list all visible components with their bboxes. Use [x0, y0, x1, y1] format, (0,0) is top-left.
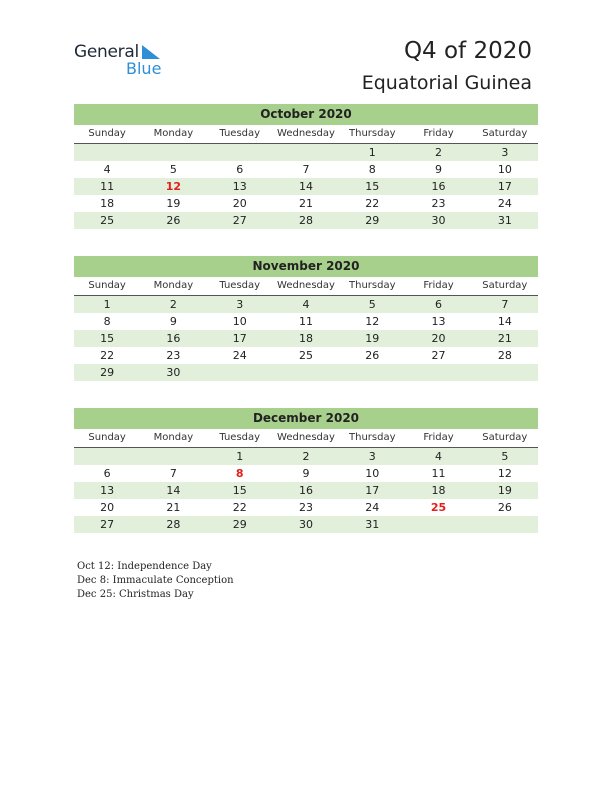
- day-cell: 30: [431, 214, 446, 227]
- day-cell: 30: [298, 518, 313, 531]
- week-row: [74, 144, 538, 161]
- day-cell: 11: [298, 315, 313, 328]
- day-cell: 25: [430, 501, 447, 514]
- week-row: [74, 499, 538, 516]
- holiday-note: Dec 8: Immaculate Conception: [77, 575, 234, 586]
- weekday-label: Monday: [153, 280, 194, 291]
- day-cell: [273, 364, 339, 381]
- day-cell: 9: [169, 315, 177, 328]
- weekday-label: Tuesday: [219, 432, 261, 443]
- week-row: [74, 296, 538, 313]
- day-cell: 24: [365, 501, 380, 514]
- day-cell: 22: [232, 501, 247, 514]
- month-weeks: [74, 448, 538, 533]
- day-cell: 13: [431, 315, 446, 328]
- day-cell: 5: [169, 163, 177, 176]
- day-cell: 9: [435, 163, 443, 176]
- day-cell: 23: [298, 501, 313, 514]
- day-cell: 26: [365, 349, 380, 362]
- day-cell: 6: [236, 163, 244, 176]
- day-cell: 3: [501, 146, 509, 159]
- weekday-label: Monday: [153, 432, 194, 443]
- weekday-label: Friday: [423, 432, 454, 443]
- weekday-label: Wednesday: [277, 128, 335, 139]
- day-cell: 14: [166, 484, 181, 497]
- week-row: [74, 161, 538, 178]
- weekday-label: Friday: [423, 280, 454, 291]
- month-calendar-november: [74, 256, 538, 381]
- day-cell: 29: [100, 366, 115, 379]
- day-cell: 13: [100, 484, 115, 497]
- day-cell: 6: [435, 298, 443, 311]
- weekday-label: Thursday: [349, 432, 396, 443]
- day-cell: 10: [497, 163, 512, 176]
- weekday-label: Thursday: [349, 128, 396, 139]
- weekday-label: Thursday: [349, 280, 396, 291]
- day-cell: 30: [166, 366, 181, 379]
- day-cell: 20: [232, 197, 247, 210]
- day-cell: 15: [232, 484, 247, 497]
- quarter-title: Q4 of 2020: [403, 38, 532, 64]
- day-cell: 12: [365, 315, 380, 328]
- day-cell: 24: [232, 349, 247, 362]
- weekday-label: Monday: [153, 128, 194, 139]
- day-cell: 27: [431, 349, 446, 362]
- day-cell: 17: [497, 180, 512, 193]
- day-cell: 21: [497, 332, 512, 345]
- month-header: October 2020: [74, 104, 538, 125]
- day-cell: 1: [368, 146, 376, 159]
- day-cell: 12: [497, 467, 512, 480]
- day-cell: 19: [497, 484, 512, 497]
- weekday-label: Sunday: [88, 280, 126, 291]
- weekday-label: Saturday: [482, 128, 528, 139]
- day-cell: 2: [302, 450, 310, 463]
- day-cell: 2: [435, 146, 443, 159]
- week-row: [74, 364, 538, 381]
- day-cell: 4: [103, 163, 111, 176]
- week-row: [74, 448, 538, 465]
- day-cell: 11: [431, 467, 446, 480]
- day-cell: 21: [166, 501, 181, 514]
- day-cell: [207, 364, 273, 381]
- day-cell: 16: [298, 484, 313, 497]
- day-cell: 2: [169, 298, 177, 311]
- day-cell: 28: [497, 349, 512, 362]
- country-name: Equatorial Guinea: [361, 72, 532, 94]
- week-row: [74, 212, 538, 229]
- day-cell: [405, 516, 471, 533]
- day-cell: [472, 516, 538, 533]
- weekday-label: Tuesday: [219, 128, 261, 139]
- day-cell: [140, 144, 206, 161]
- day-cell: 9: [302, 467, 310, 480]
- day-cell: 27: [232, 214, 247, 227]
- week-row: [74, 313, 538, 330]
- holiday-note: Oct 12: Independence Day: [77, 561, 212, 572]
- day-cell: 12: [165, 180, 182, 193]
- day-cell: [472, 364, 538, 381]
- day-cell: 8: [368, 163, 376, 176]
- weekday-header-row: [74, 277, 538, 296]
- day-cell: 3: [368, 450, 376, 463]
- day-cell: 17: [232, 332, 247, 345]
- week-row: [74, 482, 538, 499]
- day-cell: 19: [365, 332, 380, 345]
- day-cell: 16: [166, 332, 181, 345]
- weekday-label: Sunday: [88, 432, 126, 443]
- day-cell: 21: [298, 197, 313, 210]
- weekday-label: Wednesday: [277, 280, 335, 291]
- day-cell: 25: [100, 214, 115, 227]
- day-cell: [405, 364, 471, 381]
- day-cell: 26: [497, 501, 512, 514]
- day-cell: 4: [302, 298, 310, 311]
- day-cell: [339, 364, 405, 381]
- day-cell: 1: [236, 450, 244, 463]
- day-cell: 18: [431, 484, 446, 497]
- day-cell: 24: [497, 197, 512, 210]
- weekday-header-row: [74, 125, 538, 144]
- day-cell: 25: [298, 349, 313, 362]
- day-cell: 16: [431, 180, 446, 193]
- day-cell: 31: [365, 518, 380, 531]
- month-calendar-december: [74, 408, 538, 533]
- day-cell: 20: [100, 501, 115, 514]
- week-row: [74, 516, 538, 533]
- month-calendar-october: [74, 104, 538, 229]
- weekday-label: Wednesday: [277, 432, 335, 443]
- brand-logo: [74, 42, 174, 78]
- day-cell: 11: [100, 180, 115, 193]
- weekday-label: Saturday: [482, 432, 528, 443]
- day-cell: 5: [368, 298, 376, 311]
- day-cell: [74, 448, 140, 465]
- weekday-label: Friday: [423, 128, 454, 139]
- day-cell: 29: [365, 214, 380, 227]
- day-cell: 7: [169, 467, 177, 480]
- day-cell: 4: [435, 450, 443, 463]
- month-header: December 2020: [74, 408, 538, 429]
- flag-triangle-icon: [140, 44, 162, 60]
- day-cell: 31: [497, 214, 512, 227]
- weekday-label: Saturday: [482, 280, 528, 291]
- day-cell: [74, 144, 140, 161]
- month-weeks: [74, 296, 538, 381]
- day-cell: 22: [100, 349, 115, 362]
- weekday-header-row: [74, 429, 538, 448]
- holiday-note: Dec 25: Christmas Day: [77, 589, 194, 600]
- day-cell: 18: [100, 197, 115, 210]
- day-cell: 6: [103, 467, 111, 480]
- day-cell: 28: [298, 214, 313, 227]
- month-weeks: [74, 144, 538, 229]
- weekday-label: Sunday: [88, 128, 126, 139]
- day-cell: [140, 448, 206, 465]
- week-row: [74, 465, 538, 482]
- day-cell: 26: [166, 214, 181, 227]
- day-cell: 28: [166, 518, 181, 531]
- day-cell: 27: [100, 518, 115, 531]
- day-cell: [273, 144, 339, 161]
- day-cell: 7: [501, 298, 509, 311]
- day-cell: 1: [103, 298, 111, 311]
- week-row: [74, 178, 538, 195]
- day-cell: 8: [103, 315, 111, 328]
- brand-name-blue: Blue: [126, 59, 162, 78]
- day-cell: 14: [298, 180, 313, 193]
- day-cell: 10: [365, 467, 380, 480]
- brand-name-general: General: [74, 42, 139, 62]
- day-cell: 5: [501, 450, 509, 463]
- weekday-label: Tuesday: [219, 280, 261, 291]
- day-cell: 15: [365, 180, 380, 193]
- month-header: November 2020: [74, 256, 538, 277]
- day-cell: 20: [431, 332, 446, 345]
- week-row: [74, 347, 538, 364]
- day-cell: 18: [298, 332, 313, 345]
- day-cell: 14: [497, 315, 512, 328]
- day-cell: 19: [166, 197, 181, 210]
- day-cell: 8: [235, 467, 244, 480]
- holiday-notes: [77, 560, 234, 602]
- day-cell: 10: [232, 315, 247, 328]
- day-cell: [207, 144, 273, 161]
- day-cell: 3: [236, 298, 244, 311]
- day-cell: 7: [302, 163, 310, 176]
- week-row: [74, 330, 538, 347]
- day-cell: 29: [232, 518, 247, 531]
- day-cell: 22: [365, 197, 380, 210]
- week-row: [74, 195, 538, 212]
- day-cell: 15: [100, 332, 115, 345]
- day-cell: 23: [431, 197, 446, 210]
- day-cell: 23: [166, 349, 181, 362]
- day-cell: 13: [232, 180, 247, 193]
- day-cell: 17: [365, 484, 380, 497]
